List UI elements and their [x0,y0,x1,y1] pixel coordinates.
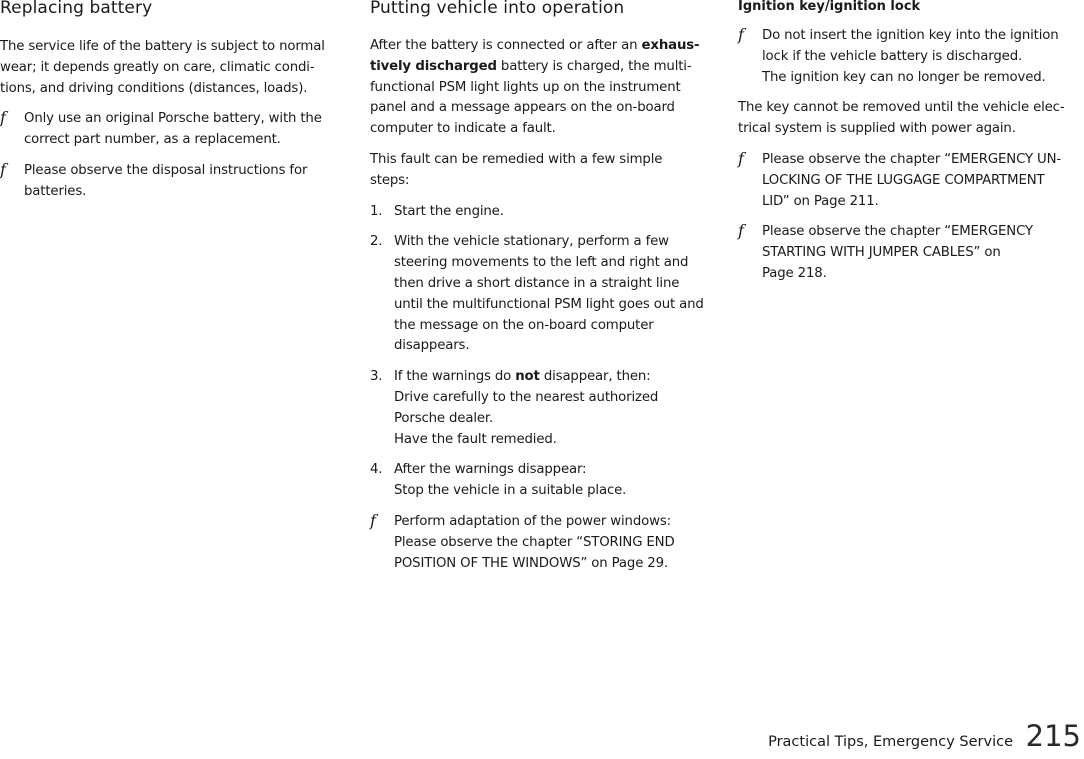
bullet-marker: f [370,510,376,530]
battery-service-life-text: The service life of the battery is subject to normal wear; it depends greatly on care, climatic condi- tions, and driving conditions (distances, loads). [0,39,325,96]
column-ignition-key [738,0,1084,285]
bullet-marker: f [738,148,744,168]
key-removal-text: The key cannot be removed until the vehicle elec- trical system is supplied with power again. [738,100,1065,137]
column-putting-into-operation [370,0,716,574]
page-number: 215 [1025,719,1081,753]
bullet-power-windows: f Perform adaptation of the power windows: Please observe the chapter “STORING END POSITION OF THE WINDOWS” on Page 29. [370,510,675,571]
intro-text: After the battery is connected or after an exhaus- tively discharged battery is charged, the multi- functional PSM light lights up on the instrument panel and a message appears on the on-board computer to indicate a fault. [370,38,700,137]
step-4: 4. After the warnings disappear: Stop the vehicle in a suitable place. [370,462,627,499]
heading-replacing-battery: Replacing battery [0,0,153,18]
bullet-ignition-key: f Do not insert the ignition key into the ignition lock if the vehicle battery is discharged. The ignition key can no longer be removed. [738,25,1059,85]
bullet-marker: f [0,159,6,179]
footer-section-title: Practical Tips, Emergency Service [768,734,1013,750]
bullet-jumper-cables: f Please observe the chapter “EMERGENCY STARTING WITH JUMPER CABLES” on Page 218. [738,221,1033,281]
bullet-marker: f [738,25,744,44]
step-3: 3. If the warnings do not disappear, then: Drive carefully to the nearest authorized Porsche dealer. Have the fault remedied. [370,369,659,447]
heading-putting-into-operation: Putting vehicle into operation [370,0,625,18]
bullet-marker: f [0,108,6,128]
column-replacing-battery [0,0,345,203]
bullet-emergency-unlocking: f Please observe the chapter “EMERGENCY UN- LOCKING OF THE LUGGAGE COMPARTMENT LID” on Page 211. [738,148,1062,209]
bullet-disposal: f Please observe the disposal instructions for batteries. [0,159,308,199]
remedy-text: This fault can be remedied with a few simple steps: [370,151,663,188]
page-footer [684,719,1084,759]
step-2: 2. With the vehicle stationary, perform a few steering movements to the left and right and then drive a short distance in a straight line until the multifunctional PSM light goes out and the message on the on-board computer disappears. [370,234,704,354]
heading-ignition-key: Ignition key/ignition lock [738,0,921,14]
step-1: 1. Start the engine. [370,203,504,219]
bullet-original-battery: f Only use an original Porsche battery, with the correct part number, as a replacement. [0,108,322,148]
bullet-marker: f [738,221,744,241]
